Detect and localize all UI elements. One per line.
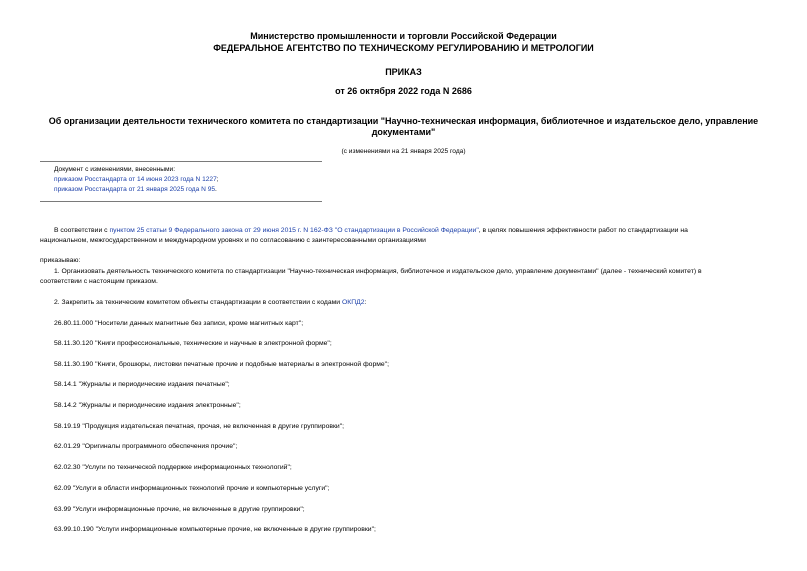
- code-item: 62.02.30 "Услуги по технической поддержке информационных технологий";: [54, 464, 292, 471]
- orders-word: приказываю:: [40, 257, 81, 264]
- document-date-number: от 26 октября 2022 года N 2686: [335, 86, 472, 96]
- code-item: 58.14.1 "Журналы и периодические издания печатные";: [54, 381, 230, 388]
- ministry-name: Министерство промышленности и торговли Российской Федерации: [250, 31, 557, 41]
- document-title-line-2: документами": [371, 127, 436, 137]
- changes-box-top-rule: [40, 161, 322, 162]
- changes-item-2-suffix: .: [215, 186, 217, 193]
- changes-item-1: [54, 175, 219, 184]
- code-item: 58.19.19 "Продукция издательская печатная, прочая, не включенная в другие группировки";: [54, 423, 345, 430]
- code-item: 62.01.29 "Оригиналы программного обеспечения прочие";: [54, 443, 238, 450]
- clause-1-line-1: 1. Организовать деятельность технического комитета по стандартизации "Научно-техническая информация, библиотечное и издательское дело, управление документами" (далее - технический комитет) в: [54, 268, 702, 275]
- changes-item-1-suffix: ;: [216, 176, 219, 183]
- code-item: 58.11.30.190 "Книги, брошюры, листовки печатные прочие и подобные материалы в электронной форме";: [54, 361, 389, 368]
- federal-law-link[interactable]: пунктом 25 статьи 9 Федерального закона от 29 июня 2015 г. N 162-ФЗ "О стандартизации в Российской Федерации": [109, 227, 479, 234]
- code-item: 63.99 "Услуги информационные прочие, не включенные в другие группировки";: [54, 506, 305, 513]
- code-item: 58.11.30.120 "Книги профессиональные, технические и научные в электронной форме";: [54, 340, 332, 347]
- changes-intro: Документ с изменениями, внесенными:: [54, 166, 176, 173]
- amendment-link-95[interactable]: приказом Росстандарта от 21 января 2025 года N 95: [54, 186, 216, 193]
- clause-2: [54, 298, 366, 308]
- code-item: 26.80.11.000 "Носители данных магнитные без записи, кроме магнитных карт";: [54, 320, 304, 327]
- changes-item-2: [54, 185, 217, 194]
- preamble-rest: , в целях повышения эффективности работ по стандартизации на: [478, 227, 688, 234]
- code-item: 62.09 "Услуги в области информационных технологий прочие и компьютерные услуги";: [54, 485, 330, 492]
- amended-note: (с изменениями на 21 января 2025 года): [341, 148, 466, 155]
- code-item: 58.14.2 "Журналы и периодические издания электронные";: [54, 402, 241, 409]
- preamble-line-1: [54, 226, 767, 236]
- clause-1-line-2: соответствии с настоящим приказом.: [40, 278, 158, 285]
- amendment-link-1227[interactable]: приказом Росстандарта от 14 июня 2023 года N 1227: [54, 176, 217, 183]
- changes-box-bottom-rule: [40, 201, 322, 202]
- clause-2-text: 2. Закрепить за техническим комитетом объекты стандартизации в соответствии с кодами: [54, 299, 342, 306]
- okpd2-link[interactable]: ОКПД2: [341, 299, 365, 306]
- preamble-start: В соответствии с: [54, 227, 110, 234]
- agency-name: ФЕДЕРАЛЬНОЕ АГЕНТСТВО ПО ТЕХНИЧЕСКОМУ РЕГУЛИРОВАНИЮ И МЕТРОЛОГИИ: [213, 43, 594, 53]
- document-type: ПРИКАЗ: [385, 67, 422, 77]
- clause-2-suffix: :: [364, 299, 367, 306]
- document-title-line-1: Об организации деятельности технического комитета по стандартизации "Научно-техническая информация, библиотечное и издательское дело, управление: [48, 116, 759, 126]
- preamble-line-2: национальном, межгосударственном и международном уровнях и по согласованию с заинтересованными организациями: [40, 237, 426, 244]
- code-item: 63.99.10.190 "Услуги информационные компьютерные прочие, не включенные в другие группировки";: [54, 526, 376, 533]
